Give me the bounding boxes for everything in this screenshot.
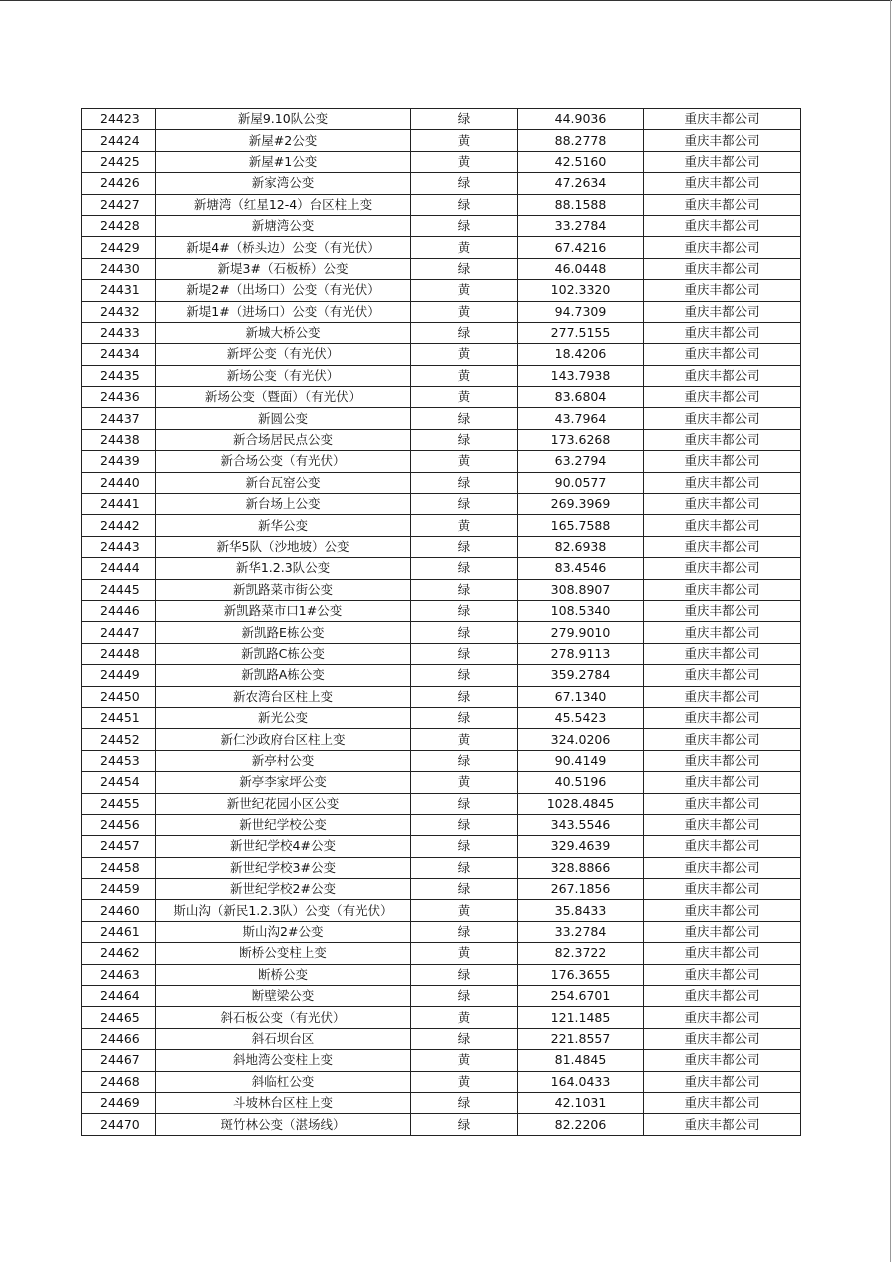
company-cell: 重庆丰都公司	[644, 322, 801, 343]
table-row	[82, 280, 801, 301]
station-name-cell: 斯山沟2#公变	[156, 921, 411, 942]
row-id-cell: 24463	[82, 964, 156, 985]
value-cell: 254.6701	[518, 986, 644, 1007]
table-row	[82, 750, 801, 771]
value-cell: 277.5155	[518, 322, 644, 343]
row-id-cell: 24431	[82, 280, 156, 301]
station-name-cell: 新堤2#（出场口）公变（有光伏）	[156, 280, 411, 301]
value-cell: 343.5546	[518, 814, 644, 835]
table-row	[82, 686, 801, 707]
value-cell: 82.3722	[518, 943, 644, 964]
status-color-cell: 黄	[411, 301, 518, 322]
row-id-cell: 24429	[82, 237, 156, 258]
row-id-cell: 24457	[82, 836, 156, 857]
station-name-cell: 新仁沙政府台区柱上变	[156, 729, 411, 750]
company-cell: 重庆丰都公司	[644, 600, 801, 621]
station-name-cell: 新屋9.10队公变	[156, 109, 411, 130]
station-name-cell: 新世纪花园小区公变	[156, 793, 411, 814]
status-color-cell: 黄	[411, 1007, 518, 1028]
status-color-cell: 绿	[411, 173, 518, 194]
row-id-cell: 24437	[82, 408, 156, 429]
row-id-cell: 24452	[82, 729, 156, 750]
value-cell: 143.7938	[518, 365, 644, 386]
status-color-cell: 黄	[411, 900, 518, 921]
table-row	[82, 772, 801, 793]
value-cell: 165.7588	[518, 515, 644, 536]
company-cell: 重庆丰都公司	[644, 1007, 801, 1028]
value-cell: 121.1485	[518, 1007, 644, 1028]
station-name-cell: 新坪公变（有光伏）	[156, 344, 411, 365]
station-name-cell: 新世纪学校2#公变	[156, 879, 411, 900]
row-id-cell: 24466	[82, 1028, 156, 1049]
station-name-cell: 断壁梁公变	[156, 986, 411, 1007]
status-color-cell: 绿	[411, 408, 518, 429]
status-color-cell: 绿	[411, 643, 518, 664]
row-id-cell: 24469	[82, 1092, 156, 1113]
value-cell: 90.4149	[518, 750, 644, 771]
table-row	[82, 579, 801, 600]
table-row	[82, 836, 801, 857]
table-row	[82, 1092, 801, 1113]
station-name-cell: 新世纪学校4#公变	[156, 836, 411, 857]
status-color-cell: 绿	[411, 1028, 518, 1049]
status-color-cell: 黄	[411, 130, 518, 151]
status-color-cell: 绿	[411, 258, 518, 279]
status-color-cell: 黄	[411, 365, 518, 386]
value-cell: 35.8433	[518, 900, 644, 921]
station-name-cell: 新堤1#（进场口）公变（有光伏）	[156, 301, 411, 322]
station-name-cell: 新凯路菜市口1#公变	[156, 600, 411, 621]
station-name-cell: 斗坡林台区柱上变	[156, 1092, 411, 1113]
row-id-cell: 24462	[82, 943, 156, 964]
table-row	[82, 1007, 801, 1028]
page-right-edge	[890, 0, 891, 1262]
table-row	[82, 921, 801, 942]
table-row	[82, 451, 801, 472]
value-cell: 221.8557	[518, 1028, 644, 1049]
table-row	[82, 729, 801, 750]
table-row	[82, 130, 801, 151]
value-cell: 88.1588	[518, 194, 644, 215]
status-color-cell: 黄	[411, 451, 518, 472]
station-name-cell: 新屋#2公变	[156, 130, 411, 151]
station-name-cell: 新台瓦窑公变	[156, 472, 411, 493]
row-id-cell: 24465	[82, 1007, 156, 1028]
value-cell: 82.2206	[518, 1114, 644, 1135]
table-row	[82, 665, 801, 686]
row-id-cell: 24467	[82, 1050, 156, 1071]
row-id-cell: 24425	[82, 151, 156, 172]
table-row	[82, 1050, 801, 1071]
company-cell: 重庆丰都公司	[644, 429, 801, 450]
status-color-cell: 绿	[411, 1092, 518, 1113]
company-cell: 重庆丰都公司	[644, 729, 801, 750]
value-cell: 81.4845	[518, 1050, 644, 1071]
station-name-cell: 斜石坝台区	[156, 1028, 411, 1049]
table-row	[82, 215, 801, 236]
value-cell: 267.1856	[518, 879, 644, 900]
company-cell: 重庆丰都公司	[644, 986, 801, 1007]
row-id-cell: 24461	[82, 921, 156, 942]
row-id-cell: 24456	[82, 814, 156, 835]
status-color-cell: 绿	[411, 536, 518, 557]
value-cell: 88.2778	[518, 130, 644, 151]
row-id-cell: 24435	[82, 365, 156, 386]
company-cell: 重庆丰都公司	[644, 1092, 801, 1113]
row-id-cell: 24470	[82, 1114, 156, 1135]
status-color-cell: 绿	[411, 109, 518, 130]
table-row	[82, 1114, 801, 1135]
table-row	[82, 964, 801, 985]
company-cell: 重庆丰都公司	[644, 451, 801, 472]
value-cell: 83.6804	[518, 387, 644, 408]
station-name-cell: 新堤3#（石板桥）公变	[156, 258, 411, 279]
status-color-cell: 绿	[411, 558, 518, 579]
company-cell: 重庆丰都公司	[644, 280, 801, 301]
company-cell: 重庆丰都公司	[644, 943, 801, 964]
station-name-cell: 新台场上公变	[156, 494, 411, 515]
table-row	[82, 237, 801, 258]
row-id-cell: 24428	[82, 215, 156, 236]
value-cell: 278.9113	[518, 643, 644, 664]
status-color-cell: 黄	[411, 237, 518, 258]
table-row	[82, 365, 801, 386]
company-cell: 重庆丰都公司	[644, 301, 801, 322]
row-id-cell: 24445	[82, 579, 156, 600]
row-id-cell: 24454	[82, 772, 156, 793]
table-row	[82, 558, 801, 579]
station-name-cell: 新世纪学校公变	[156, 814, 411, 835]
table-row	[82, 707, 801, 728]
row-id-cell: 24439	[82, 451, 156, 472]
row-id-cell: 24423	[82, 109, 156, 130]
row-id-cell: 24441	[82, 494, 156, 515]
value-cell: 308.8907	[518, 579, 644, 600]
table-row	[82, 301, 801, 322]
station-name-cell: 新圆公变	[156, 408, 411, 429]
company-cell: 重庆丰都公司	[644, 643, 801, 664]
table-row	[82, 1071, 801, 1092]
transformer-table	[81, 108, 801, 1136]
company-cell: 重庆丰都公司	[644, 1050, 801, 1071]
table-row	[82, 857, 801, 878]
row-id-cell: 24432	[82, 301, 156, 322]
status-color-cell: 绿	[411, 622, 518, 643]
station-name-cell: 新家湾公变	[156, 173, 411, 194]
status-color-cell: 绿	[411, 472, 518, 493]
status-color-cell: 黄	[411, 515, 518, 536]
table-row	[82, 151, 801, 172]
row-id-cell: 24430	[82, 258, 156, 279]
company-cell: 重庆丰都公司	[644, 536, 801, 557]
station-name-cell: 新凯路C栋公变	[156, 643, 411, 664]
row-id-cell: 24460	[82, 900, 156, 921]
station-name-cell: 斜石板公变（有光伏）	[156, 1007, 411, 1028]
status-color-cell: 绿	[411, 1114, 518, 1135]
row-id-cell: 24448	[82, 643, 156, 664]
row-id-cell: 24450	[82, 686, 156, 707]
status-color-cell: 绿	[411, 579, 518, 600]
company-cell: 重庆丰都公司	[644, 387, 801, 408]
company-cell: 重庆丰都公司	[644, 900, 801, 921]
company-cell: 重庆丰都公司	[644, 793, 801, 814]
value-cell: 94.7309	[518, 301, 644, 322]
status-color-cell: 绿	[411, 921, 518, 942]
company-cell: 重庆丰都公司	[644, 515, 801, 536]
value-cell: 67.1340	[518, 686, 644, 707]
table-row	[82, 986, 801, 1007]
value-cell: 329.4639	[518, 836, 644, 857]
row-id-cell: 24426	[82, 173, 156, 194]
station-name-cell: 新场公变（暨面）（有光伏）	[156, 387, 411, 408]
company-cell: 重庆丰都公司	[644, 964, 801, 985]
table-row	[82, 900, 801, 921]
value-cell: 269.3969	[518, 494, 644, 515]
status-color-cell: 绿	[411, 750, 518, 771]
value-cell: 164.0433	[518, 1071, 644, 1092]
company-cell: 重庆丰都公司	[644, 258, 801, 279]
value-cell: 47.2634	[518, 173, 644, 194]
station-name-cell: 新光公变	[156, 707, 411, 728]
status-color-cell: 黄	[411, 280, 518, 301]
status-color-cell: 黄	[411, 772, 518, 793]
value-cell: 63.2794	[518, 451, 644, 472]
row-id-cell: 24468	[82, 1071, 156, 1092]
row-id-cell: 24449	[82, 665, 156, 686]
row-id-cell: 24436	[82, 387, 156, 408]
station-name-cell: 断桥公变柱上变	[156, 943, 411, 964]
company-cell: 重庆丰都公司	[644, 772, 801, 793]
row-id-cell: 24427	[82, 194, 156, 215]
value-cell: 42.1031	[518, 1092, 644, 1113]
value-cell: 83.4546	[518, 558, 644, 579]
company-cell: 重庆丰都公司	[644, 109, 801, 130]
status-color-cell: 绿	[411, 964, 518, 985]
table-row	[82, 622, 801, 643]
value-cell: 173.6268	[518, 429, 644, 450]
status-color-cell: 绿	[411, 215, 518, 236]
value-cell: 67.4216	[518, 237, 644, 258]
table-row	[82, 258, 801, 279]
table-row	[82, 793, 801, 814]
station-name-cell: 斜临杠公变	[156, 1071, 411, 1092]
status-color-cell: 绿	[411, 600, 518, 621]
table-body	[82, 109, 801, 1136]
status-color-cell: 绿	[411, 686, 518, 707]
table-row	[82, 643, 801, 664]
value-cell: 90.0577	[518, 472, 644, 493]
value-cell: 1028.4845	[518, 793, 644, 814]
value-cell: 359.2784	[518, 665, 644, 686]
value-cell: 33.2784	[518, 921, 644, 942]
status-color-cell: 绿	[411, 814, 518, 835]
value-cell: 42.5160	[518, 151, 644, 172]
table-row	[82, 814, 801, 835]
company-cell: 重庆丰都公司	[644, 814, 801, 835]
row-id-cell: 24464	[82, 986, 156, 1007]
company-cell: 重庆丰都公司	[644, 921, 801, 942]
company-cell: 重庆丰都公司	[644, 558, 801, 579]
table-row	[82, 472, 801, 493]
value-cell: 324.0206	[518, 729, 644, 750]
table-row	[82, 344, 801, 365]
company-cell: 重庆丰都公司	[644, 1071, 801, 1092]
station-name-cell: 新华5队（沙地坡）公变	[156, 536, 411, 557]
row-id-cell: 24443	[82, 536, 156, 557]
station-name-cell: 新华1.2.3队公变	[156, 558, 411, 579]
status-color-cell: 黄	[411, 387, 518, 408]
company-cell: 重庆丰都公司	[644, 857, 801, 878]
station-name-cell: 新凯路A栋公变	[156, 665, 411, 686]
status-color-cell: 黄	[411, 1071, 518, 1092]
station-name-cell: 斜地湾公变柱上变	[156, 1050, 411, 1071]
table-row	[82, 173, 801, 194]
value-cell: 108.5340	[518, 600, 644, 621]
row-id-cell: 24438	[82, 429, 156, 450]
status-color-cell: 黄	[411, 943, 518, 964]
status-color-cell: 绿	[411, 194, 518, 215]
station-name-cell: 新城大桥公变	[156, 322, 411, 343]
station-name-cell: 新凯路E栋公变	[156, 622, 411, 643]
company-cell: 重庆丰都公司	[644, 665, 801, 686]
status-color-cell: 绿	[411, 322, 518, 343]
table-row	[82, 536, 801, 557]
table-row	[82, 879, 801, 900]
table-row	[82, 408, 801, 429]
company-cell: 重庆丰都公司	[644, 494, 801, 515]
table-row	[82, 1028, 801, 1049]
row-id-cell: 24424	[82, 130, 156, 151]
row-id-cell: 24433	[82, 322, 156, 343]
company-cell: 重庆丰都公司	[644, 750, 801, 771]
station-name-cell: 新华公变	[156, 515, 411, 536]
status-color-cell: 绿	[411, 707, 518, 728]
station-name-cell: 斑竹林公变（湛场线）	[156, 1114, 411, 1135]
station-name-cell: 新亭李家坪公变	[156, 772, 411, 793]
value-cell: 102.3320	[518, 280, 644, 301]
status-color-cell: 绿	[411, 857, 518, 878]
station-name-cell: 新场公变（有光伏）	[156, 365, 411, 386]
value-cell: 176.3655	[518, 964, 644, 985]
station-name-cell: 新塘湾公变	[156, 215, 411, 236]
status-color-cell: 黄	[411, 151, 518, 172]
status-color-cell: 绿	[411, 665, 518, 686]
station-name-cell: 新农湾台区柱上变	[156, 686, 411, 707]
company-cell: 重庆丰都公司	[644, 237, 801, 258]
company-cell: 重庆丰都公司	[644, 1114, 801, 1135]
status-color-cell: 绿	[411, 494, 518, 515]
row-id-cell: 24451	[82, 707, 156, 728]
row-id-cell: 24434	[82, 344, 156, 365]
company-cell: 重庆丰都公司	[644, 215, 801, 236]
station-name-cell: 断桥公变	[156, 964, 411, 985]
row-id-cell: 24459	[82, 879, 156, 900]
value-cell: 43.7964	[518, 408, 644, 429]
table-row	[82, 322, 801, 343]
station-name-cell: 斯山沟（新民1.2.3队）公变（有光伏）	[156, 900, 411, 921]
status-color-cell: 黄	[411, 729, 518, 750]
value-cell: 45.5423	[518, 707, 644, 728]
row-id-cell: 24455	[82, 793, 156, 814]
station-name-cell: 新堤4#（桥头边）公变（有光伏）	[156, 237, 411, 258]
company-cell: 重庆丰都公司	[644, 579, 801, 600]
company-cell: 重庆丰都公司	[644, 194, 801, 215]
table-row	[82, 515, 801, 536]
station-name-cell: 新塘湾（红星12-4）台区柱上变	[156, 194, 411, 215]
company-cell: 重庆丰都公司	[644, 130, 801, 151]
company-cell: 重庆丰都公司	[644, 836, 801, 857]
company-cell: 重庆丰都公司	[644, 472, 801, 493]
table-row	[82, 600, 801, 621]
table-row	[82, 429, 801, 450]
station-name-cell: 新屋#1公变	[156, 151, 411, 172]
value-cell: 82.6938	[518, 536, 644, 557]
row-id-cell: 24458	[82, 857, 156, 878]
row-id-cell: 24440	[82, 472, 156, 493]
status-color-cell: 黄	[411, 344, 518, 365]
company-cell: 重庆丰都公司	[644, 344, 801, 365]
row-id-cell: 24442	[82, 515, 156, 536]
status-color-cell: 绿	[411, 836, 518, 857]
company-cell: 重庆丰都公司	[644, 879, 801, 900]
table-row	[82, 194, 801, 215]
status-color-cell: 绿	[411, 429, 518, 450]
station-name-cell: 新亭村公变	[156, 750, 411, 771]
company-cell: 重庆丰都公司	[644, 707, 801, 728]
company-cell: 重庆丰都公司	[644, 622, 801, 643]
row-id-cell: 24447	[82, 622, 156, 643]
value-cell: 18.4206	[518, 344, 644, 365]
station-name-cell: 新合场居民点公变	[156, 429, 411, 450]
status-color-cell: 绿	[411, 879, 518, 900]
value-cell: 40.5196	[518, 772, 644, 793]
company-cell: 重庆丰都公司	[644, 173, 801, 194]
page-top-edge	[0, 0, 892, 1]
row-id-cell: 24453	[82, 750, 156, 771]
table-row	[82, 387, 801, 408]
status-color-cell: 绿	[411, 986, 518, 1007]
value-cell: 33.2784	[518, 215, 644, 236]
value-cell: 44.9036	[518, 109, 644, 130]
station-name-cell: 新世纪学校3#公变	[156, 857, 411, 878]
table-row	[82, 943, 801, 964]
row-id-cell: 24444	[82, 558, 156, 579]
value-cell: 328.8866	[518, 857, 644, 878]
company-cell: 重庆丰都公司	[644, 365, 801, 386]
table-row	[82, 494, 801, 515]
station-name-cell: 新凯路菜市街公变	[156, 579, 411, 600]
company-cell: 重庆丰都公司	[644, 686, 801, 707]
company-cell: 重庆丰都公司	[644, 1028, 801, 1049]
company-cell: 重庆丰都公司	[644, 151, 801, 172]
row-id-cell: 24446	[82, 600, 156, 621]
status-color-cell: 绿	[411, 793, 518, 814]
company-cell: 重庆丰都公司	[644, 408, 801, 429]
status-color-cell: 黄	[411, 1050, 518, 1071]
station-name-cell: 新合场公变（有光伏）	[156, 451, 411, 472]
value-cell: 46.0448	[518, 258, 644, 279]
table-row	[82, 109, 801, 130]
value-cell: 279.9010	[518, 622, 644, 643]
